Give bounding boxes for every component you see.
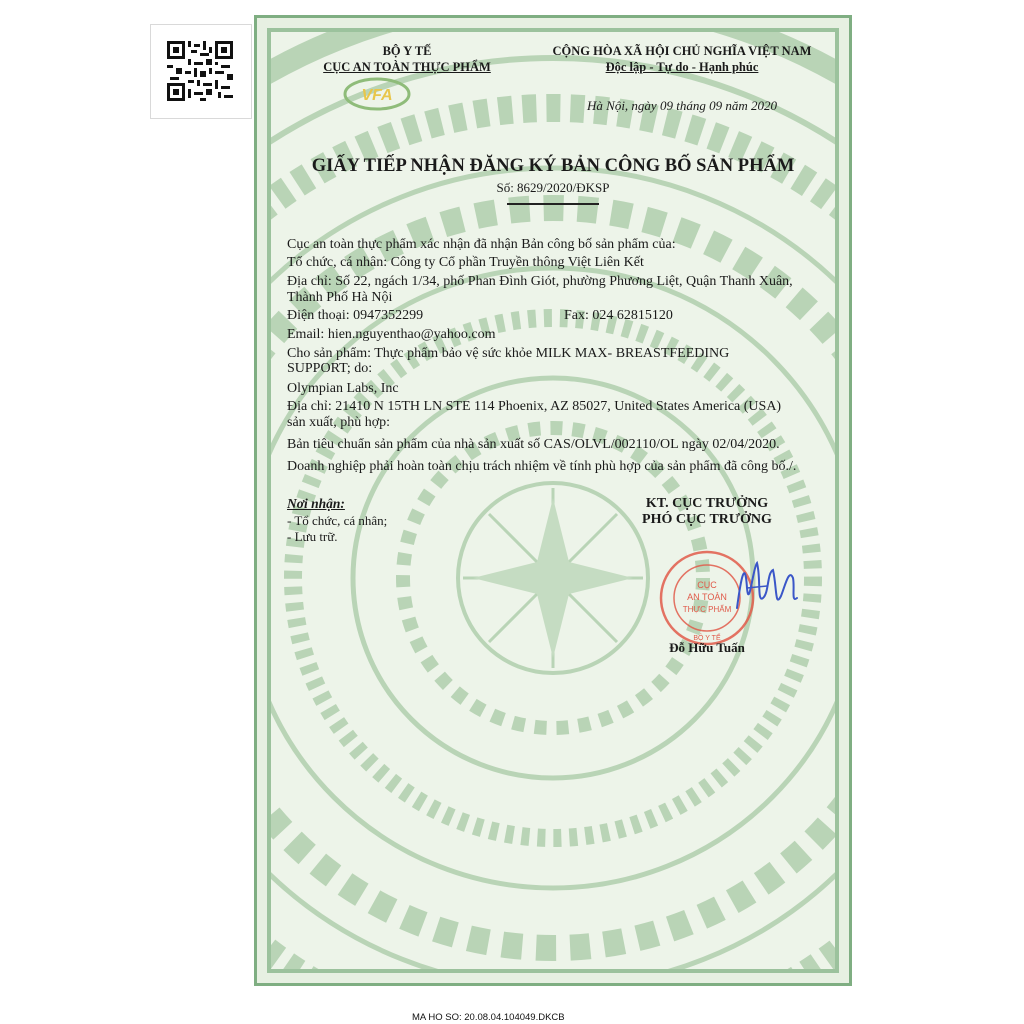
manufacturer-line: Olympian Labs, Inc <box>287 381 399 396</box>
signer-name: Đỗ Hữu Tuấn <box>669 640 745 655</box>
product-line-1: Cho sản phẩm: Thực phẩm bảo vệ sức khỏe MILK MAX- BREASTFEEDING <box>287 346 730 361</box>
recipients-heading: Nơi nhận: <box>287 496 345 511</box>
organization-line: Tổ chức, cá nhân: Công ty Cổ phần Truyền thông Việt Liên Kết <box>287 255 644 270</box>
qr-code <box>150 24 252 119</box>
phone-line: Điện thoại: 0947352299 <box>287 308 424 323</box>
qr-code-icon <box>167 41 233 101</box>
address-line-1: Địa chỉ: Số 22, ngách 1/34, phố Phan Đình Giót, phường Phương Liệt, Quận Thanh Xuân, <box>287 274 793 289</box>
stamp-ring-text: BỘ Y TẾ <box>693 635 721 642</box>
recipient-item-2: - Lưu trữ. <box>287 529 338 544</box>
responsibility-line: Doanh nghiệp phải hoàn toàn chịu trách nhiệm về tính phù hợp của sản phẩm đã công bố./. <box>287 459 797 474</box>
stamp-text-2: AN TOÀN <box>687 592 727 602</box>
issue-date: Hà Nội, ngày 09 tháng 09 năm 2020 <box>587 98 777 113</box>
nation-title: CỘNG HÒA XÃ HỘI CHỦ NGHĨA VIỆT NAM <box>552 44 812 58</box>
manufacturer-address-1: Địa chỉ: 21410 N 15TH LN STE 114 Phoenix, AZ 85027, United States America (USA) <box>287 399 782 414</box>
certificate <box>254 15 852 986</box>
standard-line: Bản tiêu chuẩn sản phẩm của nhà sản xuất số CAS/OLVL/002110/OL ngày 02/04/2020. <box>287 437 780 452</box>
department-name: CỤC AN TOÀN THỰC PHẨM <box>323 60 491 74</box>
address-line-2: Thành Phố Hà Nội <box>287 290 393 305</box>
signer-title-1: KT. CỤC TRƯỞNG <box>645 496 769 511</box>
handwritten-signature <box>727 548 807 628</box>
vfa-logo-text: VFA <box>361 87 393 104</box>
email-line: Email: hien.nguyenthao@yahoo.com <box>287 327 496 342</box>
stamp-text-1: CỤC <box>697 580 717 590</box>
document-title: GIẤY TIẾP NHẬN ĐĂNG KÝ BẢN CÔNG BỐ SẢN PHẨM <box>311 156 795 176</box>
intro-line: Cục an toàn thực phẩm xác nhận đã nhận Bản công bố sản phẩm của: <box>287 237 676 252</box>
stamp-text-3: THỰC PHẨM <box>682 605 732 614</box>
dossier-code: MA HO SO: 20.08.04.104049.DKCB <box>412 1012 565 1023</box>
title-divider <box>507 203 599 205</box>
recipient-item-1: - Tổ chức, cá nhân; <box>287 513 388 528</box>
product-line-2: SUPPORT; do: <box>287 361 373 376</box>
national-motto: Độc lập - Tự do - Hạnh phúc <box>605 60 759 74</box>
manufacturer-address-2: sản xuất, phù hợp: <box>287 415 391 430</box>
fax-line: Fax: 024 62815120 <box>564 308 673 323</box>
document-number: Số: 8629/2020/ĐKSP <box>496 180 610 195</box>
ministry-name: BỘ Y TẾ <box>382 44 432 58</box>
vfa-logo <box>337 74 417 114</box>
signer-title-2: PHÓ CỤC TRƯỞNG <box>642 512 772 527</box>
